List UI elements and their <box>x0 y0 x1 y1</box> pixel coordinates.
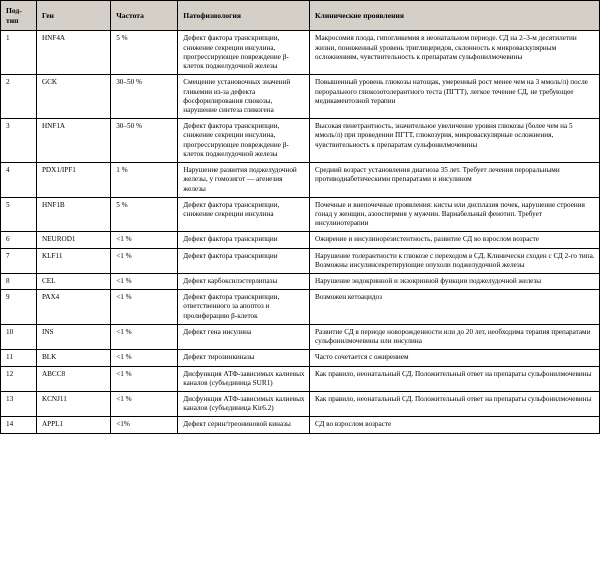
cell-frequency: 30–50 % <box>111 119 178 163</box>
cell-gene: APPL1 <box>36 417 110 433</box>
table-row <box>1 366 600 391</box>
cell-subtype: 5 <box>1 197 37 232</box>
cell-gene: KLF11 <box>36 248 110 273</box>
cell-subtype: 2 <box>1 75 37 119</box>
cell-clinical: Нарушение эндокринной и экзокринной функции поджелудочной железы <box>310 274 600 290</box>
cell-gene: ABCC8 <box>36 366 110 391</box>
column-header-subtype-line1: Под- <box>6 6 22 15</box>
cell-pathophysiology: Дефект фактора транскрипции, снижение секреции инсулина, прогрессирующее повреждение β-клеток поджелудочной железы <box>178 119 310 163</box>
cell-clinical: СД во взрослом возрасте <box>310 417 600 433</box>
cell-subtype: 12 <box>1 366 37 391</box>
cell-pathophysiology: Дисфункция АТФ-зависимых калиевых каналов (субъединица SUR1) <box>178 366 310 391</box>
cell-pathophysiology: Нарушение развития поджелудочной железы, у гомозигот — агенезия железы <box>178 163 310 198</box>
cell-gene: INS <box>36 324 110 349</box>
cell-pathophysiology: Дефект фактора транскрипции <box>178 248 310 273</box>
cell-frequency: <1% <box>111 417 178 433</box>
cell-gene: PDX1/IPF1 <box>36 163 110 198</box>
cell-pathophysiology: Дефект тирозинкиназы <box>178 350 310 366</box>
column-header-subtype-line2: тип <box>6 15 19 25</box>
table-header-row <box>1 1 600 31</box>
cell-pathophysiology: Дефект карбоксилэстерлипазы <box>178 274 310 290</box>
cell-subtype: 11 <box>1 350 37 366</box>
cell-subtype: 7 <box>1 248 37 273</box>
cell-pathophysiology: Дефект гена инсулина <box>178 324 310 349</box>
table-row <box>1 324 600 349</box>
cell-gene: BLK <box>36 350 110 366</box>
cell-frequency: <1 % <box>111 366 178 391</box>
table-row <box>1 274 600 290</box>
cell-frequency: 1 % <box>111 163 178 198</box>
cell-clinical: Макросомия плода, гипогликемия в неонатальном периоде. СД на 2–3-м десятилетии жизни, пониженный уровень триглицеридов, склонность к микроваскулярным осложнениям, чувствительность к препаратам сульфонилмочевины <box>310 31 600 75</box>
table-row <box>1 248 600 273</box>
table-row <box>1 163 600 198</box>
cell-clinical: Повышенный уровень глюкозы натощак, умеренный рост менее чем на 3 ммоль/л) после перорального глюкозотолерантного теста (ПГТТ), легкое течение СД, не требующее медикаментозной терапии <box>310 75 600 119</box>
cell-gene: CEL <box>36 274 110 290</box>
cell-gene: HNF4A <box>36 31 110 75</box>
table-body <box>1 31 600 433</box>
cell-subtype: 13 <box>1 392 37 417</box>
cell-clinical: Часто сочетается с ожирением <box>310 350 600 366</box>
cell-pathophysiology: Дефект фактора транскрипции, снижение секреции инсулина, прогрессирующее повреждение β-клеток поджелудочной железы <box>178 31 310 75</box>
cell-pathophysiology: Дефект фактора транскрипции, снижение секреции инсулина <box>178 197 310 232</box>
table-header <box>1 1 600 31</box>
table-row <box>1 75 600 119</box>
table-row <box>1 350 600 366</box>
cell-frequency: <1 % <box>111 324 178 349</box>
cell-subtype: 9 <box>1 290 37 325</box>
table-row <box>1 417 600 433</box>
cell-pathophysiology: Дисфункция АТФ-зависимых калиевых каналов (субъединица Kir6.2) <box>178 392 310 417</box>
cell-gene: NEUROD1 <box>36 232 110 248</box>
cell-pathophysiology: Дефект фактора транскрипции <box>178 232 310 248</box>
cell-clinical: Как правило, неонатальный СД. Положительный ответ на препараты сульфонилмочевины <box>310 366 600 391</box>
cell-frequency: <1 % <box>111 232 178 248</box>
table-row <box>1 392 600 417</box>
cell-clinical: Как правило, неонатальный СД. Положительный ответ на препараты сульфонилмочевины <box>310 392 600 417</box>
column-header-clinical: Клинические проявления <box>310 1 600 31</box>
table-row <box>1 197 600 232</box>
cell-frequency: <1 % <box>111 248 178 273</box>
cell-gene: KCNJ11 <box>36 392 110 417</box>
cell-subtype: 4 <box>1 163 37 198</box>
cell-pathophysiology: Дефект серин/треониновой киназы <box>178 417 310 433</box>
table-row <box>1 31 600 75</box>
cell-subtype: 3 <box>1 119 37 163</box>
column-header-pathophysiology: Патофизиология <box>178 1 310 31</box>
table-row <box>1 119 600 163</box>
cell-pathophysiology: Смещение установочных значений гликемии из-за дефекта фосфорилирования глюкозы, нарушение синтеза гликогена <box>178 75 310 119</box>
cell-clinical: Высокая пенетрантность, значительное увеличение уровня глюкозы (более чем на 5 ммоль/л) при проведении ПГТТ, глюкозурия, микроваскулярные осложнения, чувствительность к препаратам сульфонилмочевины <box>310 119 600 163</box>
cell-clinical: Нарушение толерантности к глюкозе с переходом в СД. Клинически сходен с СД 2-го типа. Возможны инсулинсекретирующие опухоли поджелудочной железы <box>310 248 600 273</box>
cell-frequency: <1 % <box>111 290 178 325</box>
cell-frequency: <1 % <box>111 350 178 366</box>
cell-gene: GCK <box>36 75 110 119</box>
column-header-gene: Ген <box>36 1 110 31</box>
cell-subtype: 8 <box>1 274 37 290</box>
table-row <box>1 290 600 325</box>
cell-gene: PAX4 <box>36 290 110 325</box>
cell-gene: HNF1A <box>36 119 110 163</box>
cell-gene: HNF1B <box>36 197 110 232</box>
cell-clinical: Возможен кетоацидоз <box>310 290 600 325</box>
column-header-subtype <box>1 1 37 31</box>
cell-frequency: <1 % <box>111 274 178 290</box>
cell-clinical: Почечные и внепочечные проявления: кисты или дисплазия почек, нарушение строения гонад у женщин, азооспермия у мужчин. Вариабельный фенотип. Требует инсулинотерапии <box>310 197 600 232</box>
table-row <box>1 232 600 248</box>
cell-subtype: 10 <box>1 324 37 349</box>
cell-pathophysiology: Дефект фактора транскрипции, ответственного за апоптоз и пролиферацию β-клеток <box>178 290 310 325</box>
cell-subtype: 1 <box>1 31 37 75</box>
cell-subtype: 6 <box>1 232 37 248</box>
cell-frequency: 5 % <box>111 197 178 232</box>
cell-clinical: Развитие СД в периоде новорожденности или до 20 лет, необходима терапия препаратами сульфонилмочевины или инсулина <box>310 324 600 349</box>
column-header-frequency: Частота <box>111 1 178 31</box>
cell-frequency: 30–50 % <box>111 75 178 119</box>
cell-clinical: Средний возраст установления диагноза 35 лет. Требует лечения пероральными противодиабетическими препаратами и инсулином <box>310 163 600 198</box>
cell-frequency: <1 % <box>111 392 178 417</box>
cell-frequency: 5 % <box>111 31 178 75</box>
cell-subtype: 14 <box>1 417 37 433</box>
cell-clinical: Ожирение и инсулинорезистентность, развитие СД во взрослом возрасте <box>310 232 600 248</box>
